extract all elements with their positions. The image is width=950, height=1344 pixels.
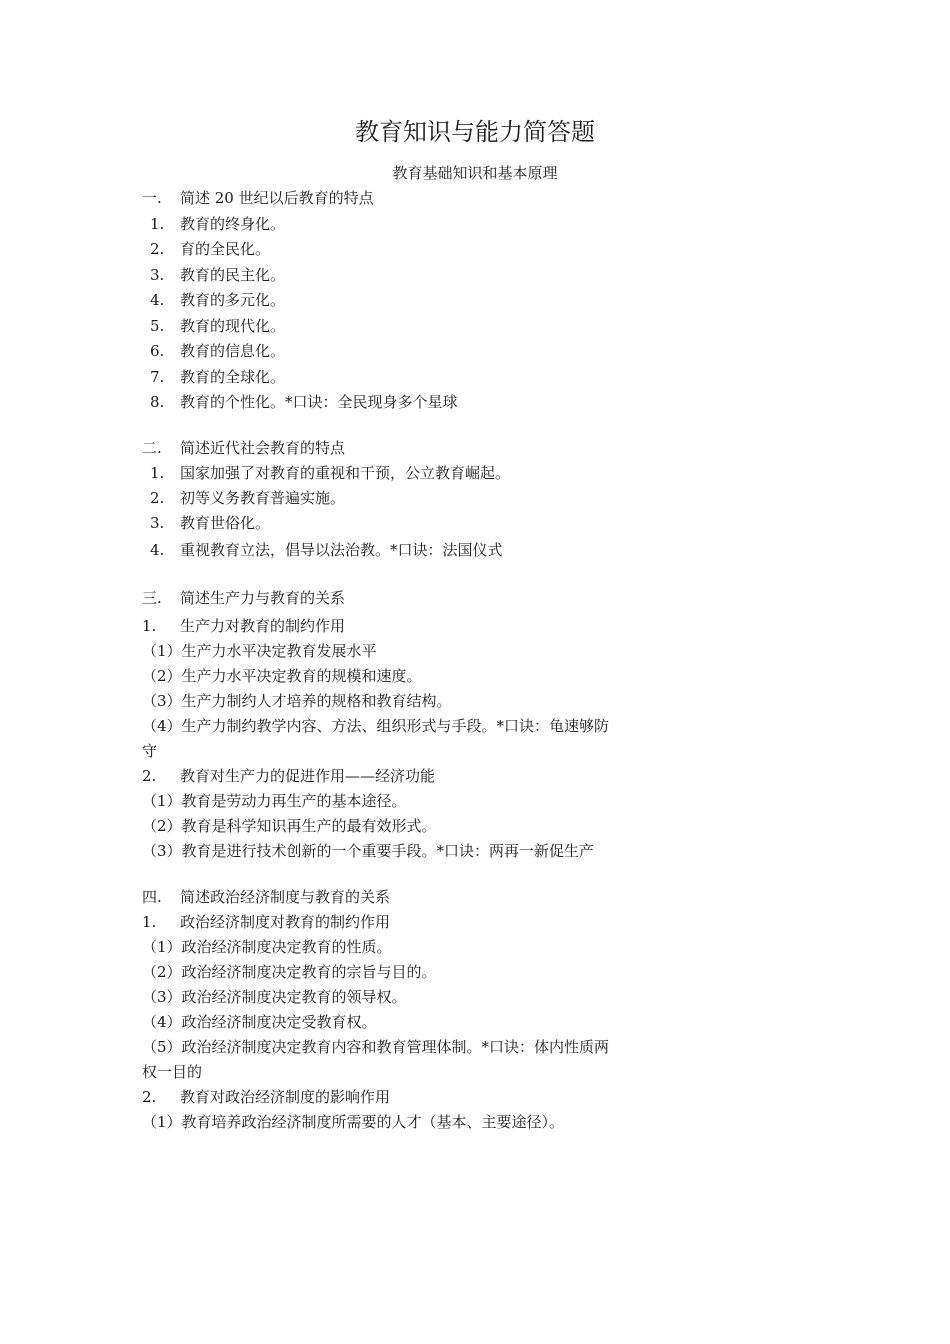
list-number: 1. <box>150 464 165 482</box>
list-number: 2. <box>150 489 165 507</box>
section-marker: 三. <box>142 589 162 607</box>
point-item-continuation: 守 <box>142 742 158 760</box>
list-item <box>150 237 690 262</box>
list-number: 8. <box>150 393 165 411</box>
list-number: 4. <box>150 291 165 309</box>
section-heading <box>142 885 682 910</box>
subsection-heading <box>142 910 682 935</box>
list-item-text: 教育的个性化。*口诀：全民现身多个星球 <box>180 393 458 411</box>
list-item-text: 重视教育立法，倡导以法治教。*口诀：法国仪式 <box>180 541 503 559</box>
point-item: （4）政治经济制度决定受教育权。 <box>142 1013 377 1031</box>
list-item <box>150 390 690 415</box>
list-item-text: 教育的现代化。 <box>180 317 286 335</box>
point-item: （2）政治经济制度决定教育的宗旨与目的。 <box>142 963 437 981</box>
list-item-text: 教育世俗化。 <box>180 514 271 532</box>
section-marker: 一. <box>142 189 162 207</box>
point-item: （2）生产力水平决定教育的规模和速度。 <box>142 667 422 685</box>
list-item <box>150 288 690 313</box>
point-item: （3）生产力制约人才培养的规格和教育结构。 <box>142 692 452 710</box>
section-marker: 二. <box>142 439 162 457</box>
document-title: 教育知识与能力简答题 <box>355 118 595 146</box>
point-item-continuation: 权一目的 <box>142 1063 203 1081</box>
subsection-heading <box>142 764 682 789</box>
document-subtitle: 教育基础知识和基本原理 <box>392 164 558 182</box>
section-heading-text: 简述 20 世纪以后教育的特点 <box>180 189 374 207</box>
subsection-title: 生产力对教育的制约作用 <box>180 617 346 635</box>
point-item: （2）教育是科学知识再生产的最有效形式。 <box>142 817 437 835</box>
point-item: （3）政治经济制度决定教育的领导权。 <box>142 988 407 1006</box>
section-heading <box>142 186 682 211</box>
list-item-text: 教育的终身化。 <box>180 215 286 233</box>
list-item <box>150 263 690 288</box>
section-heading-text: 简述近代社会教育的特点 <box>180 439 346 457</box>
subsection-number: 2. <box>142 1088 157 1106</box>
list-item <box>150 538 690 563</box>
list-item <box>150 511 690 536</box>
subsection-number: 1. <box>142 617 157 635</box>
list-number: 7. <box>150 368 165 386</box>
list-item <box>150 486 690 511</box>
section-heading <box>142 436 682 461</box>
list-item-text: 国家加强了对教育的重视和干预，公立教育崛起。 <box>180 464 511 482</box>
subsection-heading <box>142 614 682 639</box>
subsection-number: 2. <box>142 767 157 785</box>
subsection-title: 教育对生产力的促进作用——经济功能 <box>180 767 436 785</box>
section-marker: 四. <box>142 888 162 906</box>
list-number: 3. <box>150 266 165 284</box>
point-item: （1）教育是劳动力再生产的基本途径。 <box>142 792 407 810</box>
list-number: 1. <box>150 215 165 233</box>
subsection-title: 政治经济制度对教育的制约作用 <box>180 913 391 931</box>
list-item <box>150 339 690 364</box>
list-number: 2. <box>150 240 165 258</box>
list-item-text: 教育的全球化。 <box>180 368 286 386</box>
point-item: （5）政治经济制度决定教育内容和教育管理体制。*口诀：体内性质两 <box>142 1038 610 1056</box>
list-number: 5. <box>150 317 165 335</box>
section-heading-text: 简述生产力与教育的关系 <box>180 589 346 607</box>
subsection-title: 教育对政治经济制度的影响作用 <box>180 1088 391 1106</box>
list-item <box>150 314 690 339</box>
list-item <box>150 461 690 486</box>
subsection-heading <box>142 1085 682 1110</box>
section-heading-text: 简述政治经济制度与教育的关系 <box>180 888 391 906</box>
point-item: （1）教育培养政治经济制度所需要的人才（基本、主要途径）。 <box>142 1113 565 1131</box>
list-item-text: 教育的多元化。 <box>180 291 286 309</box>
point-item: （1）政治经济制度决定教育的性质。 <box>142 938 392 956</box>
point-item: （1）生产力水平决定教育发展水平 <box>142 642 377 660</box>
subsection-number: 1. <box>142 913 157 931</box>
list-item-text: 育的全民化。 <box>180 240 271 258</box>
list-item-text: 教育的民主化。 <box>180 266 286 284</box>
list-item-text: 初等义务教育普遍实施。 <box>180 489 346 507</box>
list-item-text: 教育的信息化。 <box>180 342 286 360</box>
list-item <box>150 212 690 237</box>
list-number: 6. <box>150 342 165 360</box>
point-item: （4）生产力制约教学内容、方法、组织形式与手段。*口诀：龟速够防 <box>142 717 610 735</box>
list-number: 3. <box>150 514 165 532</box>
section-heading <box>142 586 682 611</box>
list-number: 4. <box>150 541 165 559</box>
point-item: （3）教育是进行技术创新的一个重要手段。*口诀：两再一新促生产 <box>142 842 595 860</box>
list-item <box>150 365 690 390</box>
